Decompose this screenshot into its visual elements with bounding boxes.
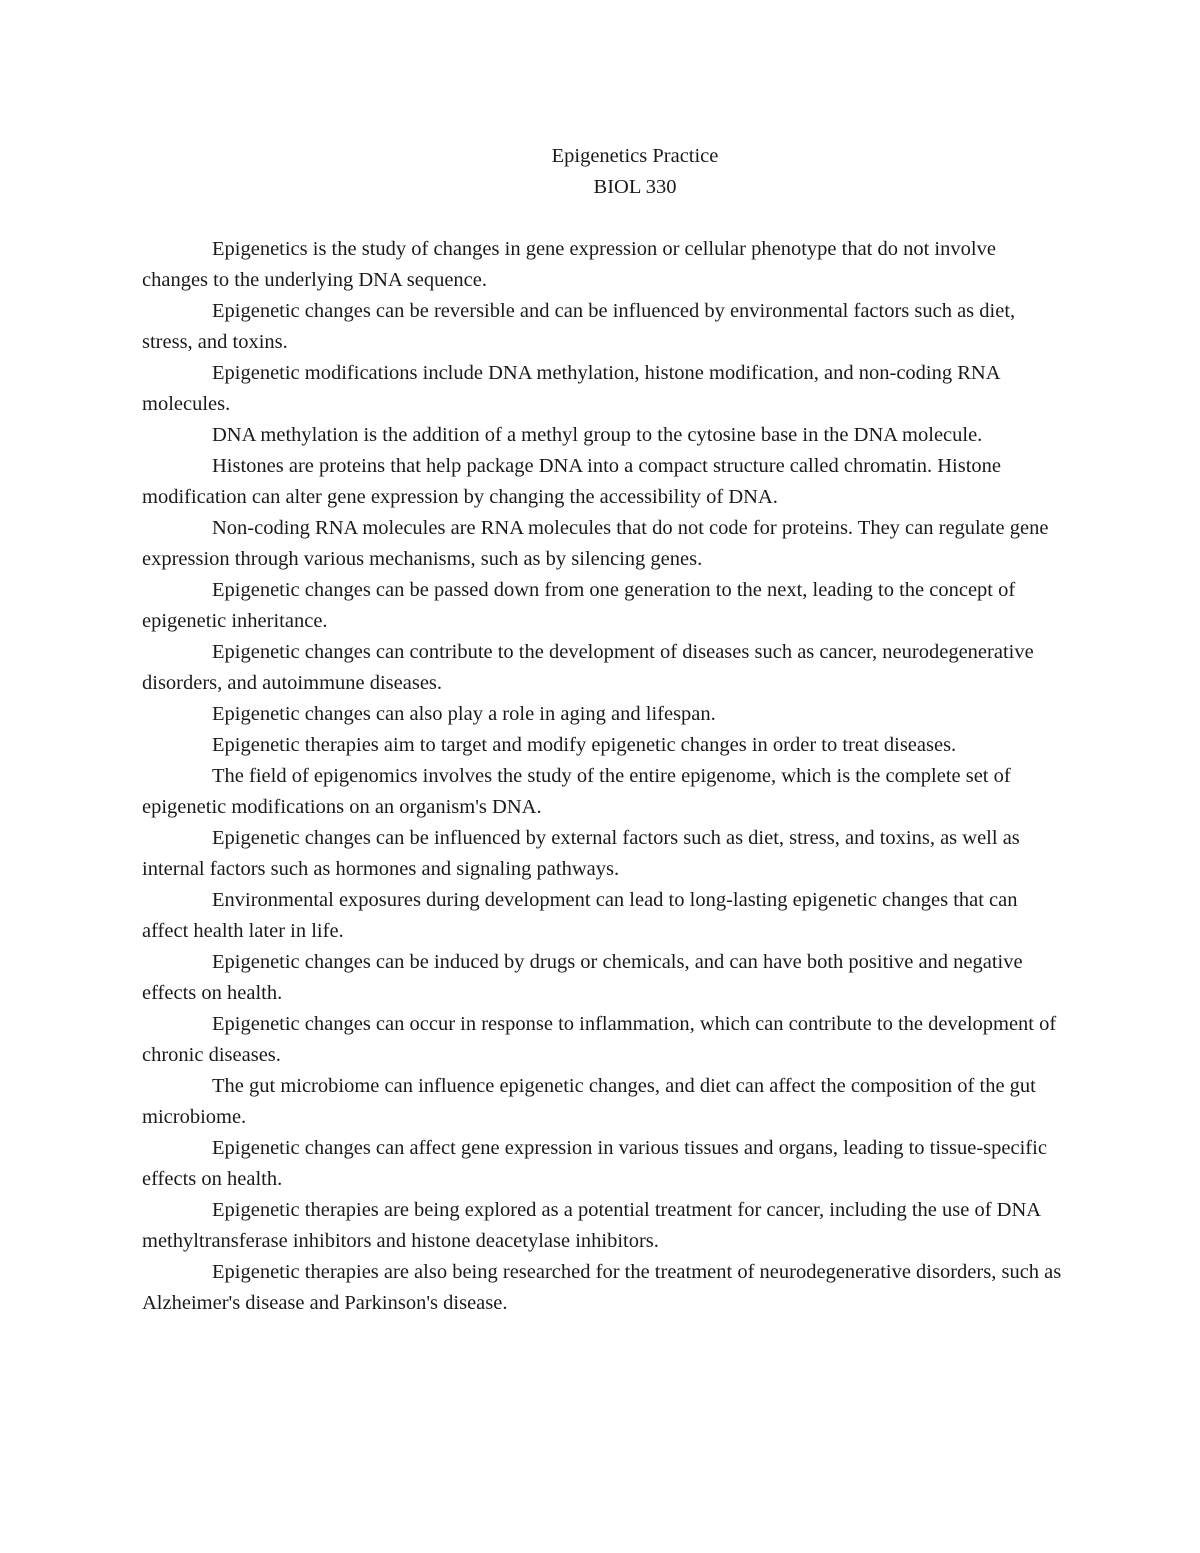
paragraph-12: Epigenetic changes can be influenced by external factors such as diet, stress, and toxins, as well as internal factors such as hormones and signaling pathways.	[142, 827, 1020, 880]
document-title: Epigenetics Practice	[551, 145, 719, 167]
paragraph-13: Environmental exposures during development can lead to long-lasting epigenetic changes that can affect health later in life.	[142, 889, 1018, 942]
paragraph-10: Epigenetic therapies aim to target and modify epigenetic changes in order to treat diseases.	[212, 734, 957, 756]
paragraph-3: Epigenetic modifications include DNA methylation, histone modification, and non-coding RNA molecules.	[142, 362, 1000, 415]
paragraph-14: Epigenetic changes can be induced by drugs or chemicals, and can have both positive and negative effects on health.	[142, 951, 1023, 1004]
paragraph-16: The gut microbiome can influence epigenetic changes, and diet can affect the composition of the gut microbiome.	[142, 1075, 1036, 1128]
paragraph-7: Epigenetic changes can be passed down from one generation to the next, leading to the concept of epigenetic inheritance.	[142, 579, 1016, 632]
paragraph-11: The field of epigenomics involves the study of the entire epigenome, which is the complete set of epigenetic modifications on an organism's DNA.	[142, 765, 1011, 818]
paragraph-9: Epigenetic changes can also play a role in aging and lifespan.	[212, 703, 716, 725]
paragraph-1: Epigenetics is the study of changes in gene expression or cellular phenotype that do not involve changes to the underlying DNA sequence.	[142, 238, 996, 291]
paragraph-5: Histones are proteins that help package DNA into a compact structure called chromatin. Histone modification can alter gene expression by changing the accessibility of DNA.	[142, 455, 1001, 508]
paragraph-8: Epigenetic changes can contribute to the development of diseases such as cancer, neurodegenerative disorders, and autoimmune diseases.	[142, 641, 1034, 694]
paragraph-4: DNA methylation is the addition of a methyl group to the cytosine base in the DNA molecule.	[212, 424, 983, 446]
paragraph-15: Epigenetic changes can occur in response to inflammation, which can contribute to the development of chronic diseases.	[142, 1013, 1057, 1066]
paragraph-19: Epigenetic therapies are also being researched for the treatment of neurodegenerative disorders, such as Alzheimer's disease and Parkinson's disease.	[142, 1261, 1062, 1314]
document-header	[0, 141, 1200, 203]
paragraph-17: Epigenetic changes can affect gene expression in various tissues and organs, leading to tissue-specific effects on health.	[142, 1137, 1047, 1190]
paragraph-6: Non-coding RNA molecules are RNA molecules that do not code for proteins. They can regulate gene expression through various mechanisms, such as by silencing genes.	[142, 517, 1049, 570]
document-body	[142, 234, 1062, 1319]
course-code: BIOL 330	[593, 176, 677, 198]
paragraph-2: Epigenetic changes can be reversible and can be influenced by environmental factors such as diet, stress, and toxins.	[142, 300, 1016, 353]
paragraph-18: Epigenetic therapies are being explored as a potential treatment for cancer, including the use of DNA methyltransferase inhibitors and histone deacetylase inhibitors.	[142, 1199, 1040, 1252]
